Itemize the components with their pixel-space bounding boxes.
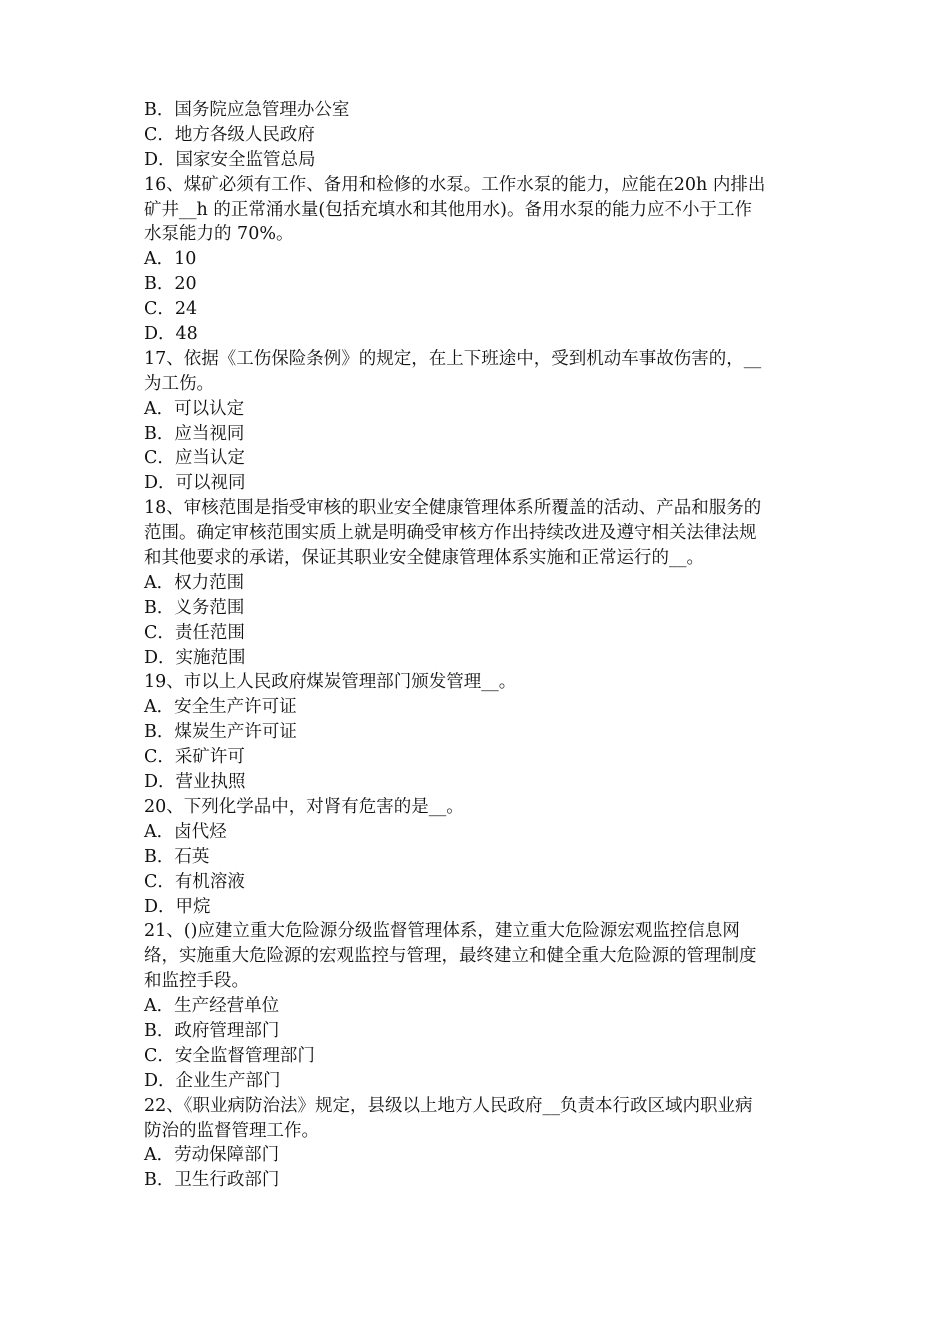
question-line: 矿井__h 的正常涌水量(包括充填水和其他用水)。备用水泵的能力应不小于工作 (144, 199, 752, 220)
question-line: 范围。确定审核范围实质上就是明确受审核方作出持续改进及遵守相关法律法规 (144, 523, 757, 544)
option-line: B．国务院应急管理办公室 (144, 100, 350, 120)
question-line: 和其他要求的承诺，保证其职业安全健康管理体系实施和正常运行的__。 (144, 548, 704, 569)
option-line: B．石英 (144, 846, 210, 867)
option-line: D．甲烷 (144, 896, 211, 917)
option-line: D．48 (144, 324, 198, 345)
option-line: D．营业执照 (144, 772, 246, 793)
option-line: D．实施范围 (144, 647, 246, 668)
question-line: 18、审核范围是指受审核的职业安全健康管理体系所覆盖的活动、产品和服务的 (144, 498, 762, 519)
question-line: 16、煤矿必须有工作、备用和检修的水泵。工作水泵的能力，应能在20h 内排出 (144, 174, 766, 195)
option-line: D．可以视同 (144, 473, 246, 494)
option-line: B．20 (144, 274, 197, 295)
question-line: 22、《职业病防治法》规定，县级以上地方人民政府__负责本行政区域内职业病 (144, 1095, 753, 1116)
option-line: C．应当认定 (144, 448, 245, 469)
option-line: A．10 (144, 249, 197, 270)
option-line: B．应当视同 (144, 423, 245, 444)
option-line: C．责任范围 (144, 622, 245, 643)
question-line: 17、依据《工伤保险条例》的规定，在上下班途中，受到机动车事故伤害的，__ (144, 348, 762, 369)
option-line: B．煤炭生产许可证 (144, 722, 297, 743)
option-line: C．采矿许可 (144, 747, 245, 768)
option-line: C．24 (144, 299, 198, 320)
question-line: 为工伤。 (144, 373, 214, 394)
option-line: B．义务范围 (144, 597, 245, 618)
option-line: A．权力范围 (144, 572, 245, 593)
option-line: D．企业生产部门 (144, 1070, 281, 1091)
option-line: A．卤代烃 (144, 821, 227, 842)
question-line: 络，实施重大危险源的宏观监控与管理，最终建立和健全重大危险源的管理制度 (144, 946, 757, 967)
option-line: D．国家安全监管总局 (144, 149, 316, 170)
option-line: B．卫生行政部门 (144, 1170, 280, 1191)
question-line: 19、市以上人民政府煤炭管理部门颁发管理__。 (144, 672, 517, 693)
option-line: C．地方各级人民政府 (144, 124, 315, 145)
question-line: 和监控手段。 (144, 971, 249, 992)
option-line: A．劳动保障部门 (144, 1145, 280, 1166)
question-line: 水泵能力的 70%。 (144, 224, 294, 245)
option-line: B．政府管理部门 (144, 1020, 280, 1041)
question-line: 防治的监督管理工作。 (144, 1120, 319, 1141)
option-line: A．生产经营单位 (144, 996, 280, 1017)
document-page (144, 98, 810, 1193)
option-line: C．有机溶液 (144, 871, 245, 892)
option-line: A．安全生产许可证 (144, 697, 297, 718)
question-line: 21、()应建立重大危险源分级监督管理体系，建立重大危险源宏观监控信息网 (144, 921, 740, 942)
option-line: C．安全监督管理部门 (144, 1045, 315, 1066)
question-line: 20、下列化学品中，对肾有危害的是__。 (144, 796, 464, 817)
option-line: A．可以认定 (144, 398, 245, 419)
